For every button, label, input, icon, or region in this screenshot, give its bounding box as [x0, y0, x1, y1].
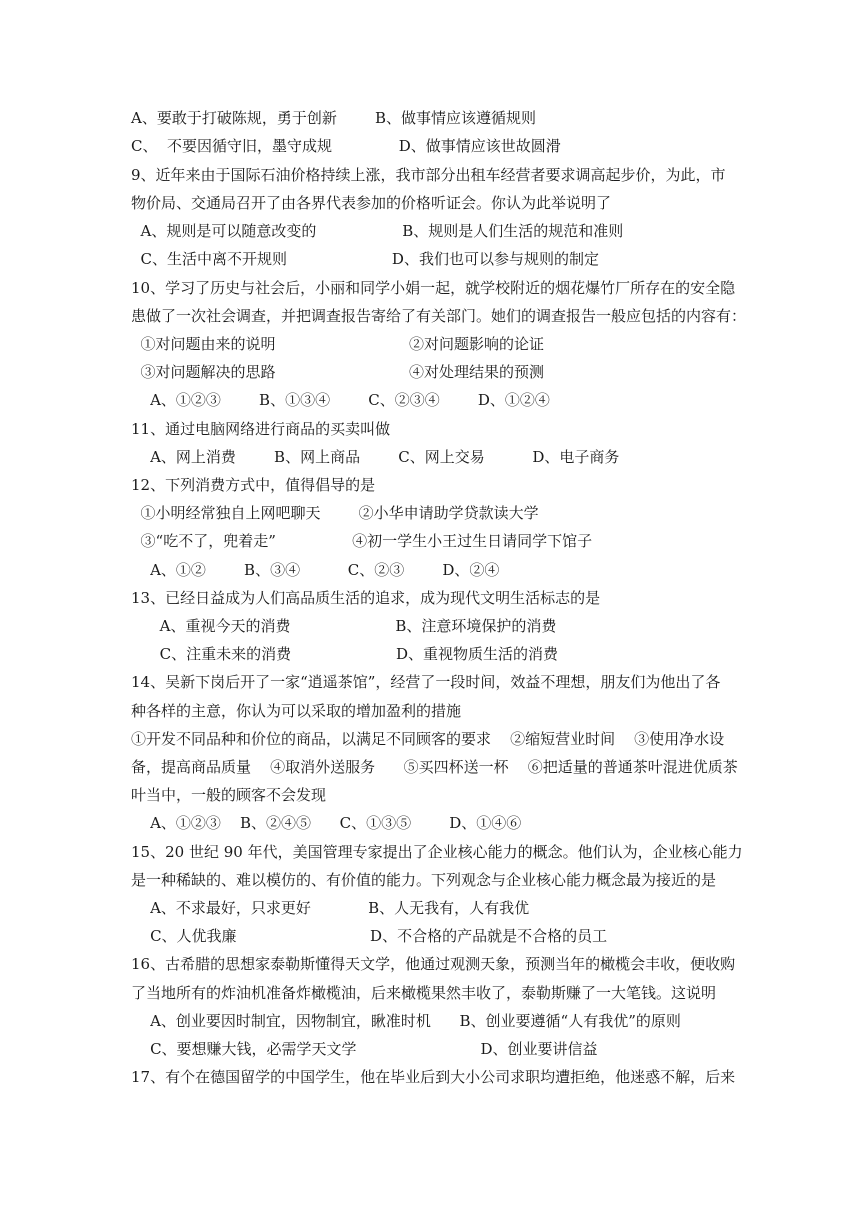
- text-line: 17、有个在德国留学的中国学生，他在毕业后到大小公司求职均遭拒绝，他迷惑不解，后来: [131, 1068, 736, 1086]
- text-line: C、生活中离不开规则 D、我们也可以参与规则的制定: [131, 250, 599, 268]
- text-line: 10、学习了历史与社会后，小丽和同学小娟一起，就学校附近的烟花爆竹厂所存在的安全隐: [131, 279, 736, 297]
- text-line: A、创业要因时制宜，因物制宜，瞅准时机 B、创业要遵循“人有我优”的原则: [131, 1012, 681, 1030]
- text-line: 种各样的主意，你认为可以采取的增加盈利的措施: [131, 702, 462, 720]
- text-line: A、重视今天的消费 B、注意环境保护的消费: [131, 617, 557, 635]
- text-line: 13、已经日益成为人们高品质生活的追求，成为现代文明生活标志的是: [131, 589, 601, 607]
- text-line: 叶当中，一般的顾客不会发现: [131, 786, 327, 804]
- text-line: 16、古希腊的思想家泰勒斯懂得天文学，他通过观测天象，预测当年的橄榄会丰收，便收购: [131, 955, 736, 973]
- text-line: 11、通过电脑网络进行商品的买卖叫做: [131, 420, 391, 438]
- text-line: ①对问题由来的说明 ②对问题影响的论证: [131, 335, 545, 353]
- text-line: C、 不要因循守旧，墨守成规 D、做事情应该世故圆滑: [131, 137, 561, 155]
- text-line: A、规则是可以随意改变的 B、规则是人们生活的规范和准则: [131, 222, 624, 240]
- text-line: C、要想赚大钱，必需学天文学 D、创业要讲信益: [131, 1040, 598, 1058]
- text-line: A、①②③ B、②④⑤ C、①③⑤ D、①④⑥: [131, 814, 522, 832]
- text-line: A、网上消费 B、网上商品 C、网上交易 D、电子商务: [131, 448, 620, 466]
- text-line: C、注重未来的消费 D、重视物质生活的消费: [131, 645, 559, 663]
- text-line: A、①②③ B、①③④ C、②③④ D、①②④: [131, 391, 550, 409]
- text-line: 了当地所有的炸油机准备炸橄榄油，后来橄榄果然丰收了，泰勒斯赚了一大笔钱。这说明: [131, 984, 717, 1002]
- text-line: ③对问题解决的思路 ④对处理结果的预测: [131, 363, 545, 381]
- text-line: C、人优我廉 D、不合格的产品就是不合格的员工: [131, 927, 608, 945]
- text-line: 物价局、交通局召开了由各界代表参加的价格听证会。你认为此举说明了: [131, 194, 612, 212]
- text-line: 是一种稀缺的、难以模仿的、有价值的能力。下列观念与企业核心能力概念最为接近的是: [131, 871, 717, 889]
- text-line: 12、下列消费方式中，值得倡导的是: [131, 476, 376, 494]
- text-line: A、要敢于打破陈规，勇于创新 B、做事情应该遵循规则: [131, 109, 537, 127]
- text-line: ③“吃不了，兜着走” ④初一学生小王过生日请同学下馆子: [131, 532, 593, 550]
- text-line: 14、吴新下岗后开了一家“逍遥茶馆”，经营了一段时间，效益不理想，朋友们为他出了各: [131, 673, 721, 691]
- text-line: A、①② B、③④ C、②③ D、②④: [131, 561, 500, 579]
- text-line: 备，提高商品质量 ④取消外送服务 ⑤买四杯送一杯 ⑥把适量的普通茶叶混进优质茶: [131, 758, 738, 776]
- text-line: 15、20 世纪 90 年代，美国管理专家提出了企业核心能力的概念。他们认为，企业核心能力: [131, 843, 743, 861]
- text-line: 患做了一次社会调查，并把调查报告寄给了有关部门。她们的调查报告一般应包括的内容有：: [131, 307, 747, 325]
- text-line: ①小明经常独自上网吧聊天 ②小华申请助学贷款读大学: [131, 504, 539, 522]
- text-line: 9、近年来由于国际石油价格持续上涨，我市部分出租车经营者要求调高起步价，为此，市: [131, 166, 726, 184]
- text-line: ①开发不同品种和价位的商品，以满足不同顾客的要求 ②缩短营业时间 ③使用净水设: [131, 730, 725, 748]
- text-line: A、不求最好，只求更好 B、人无我有，人有我优: [131, 899, 530, 917]
